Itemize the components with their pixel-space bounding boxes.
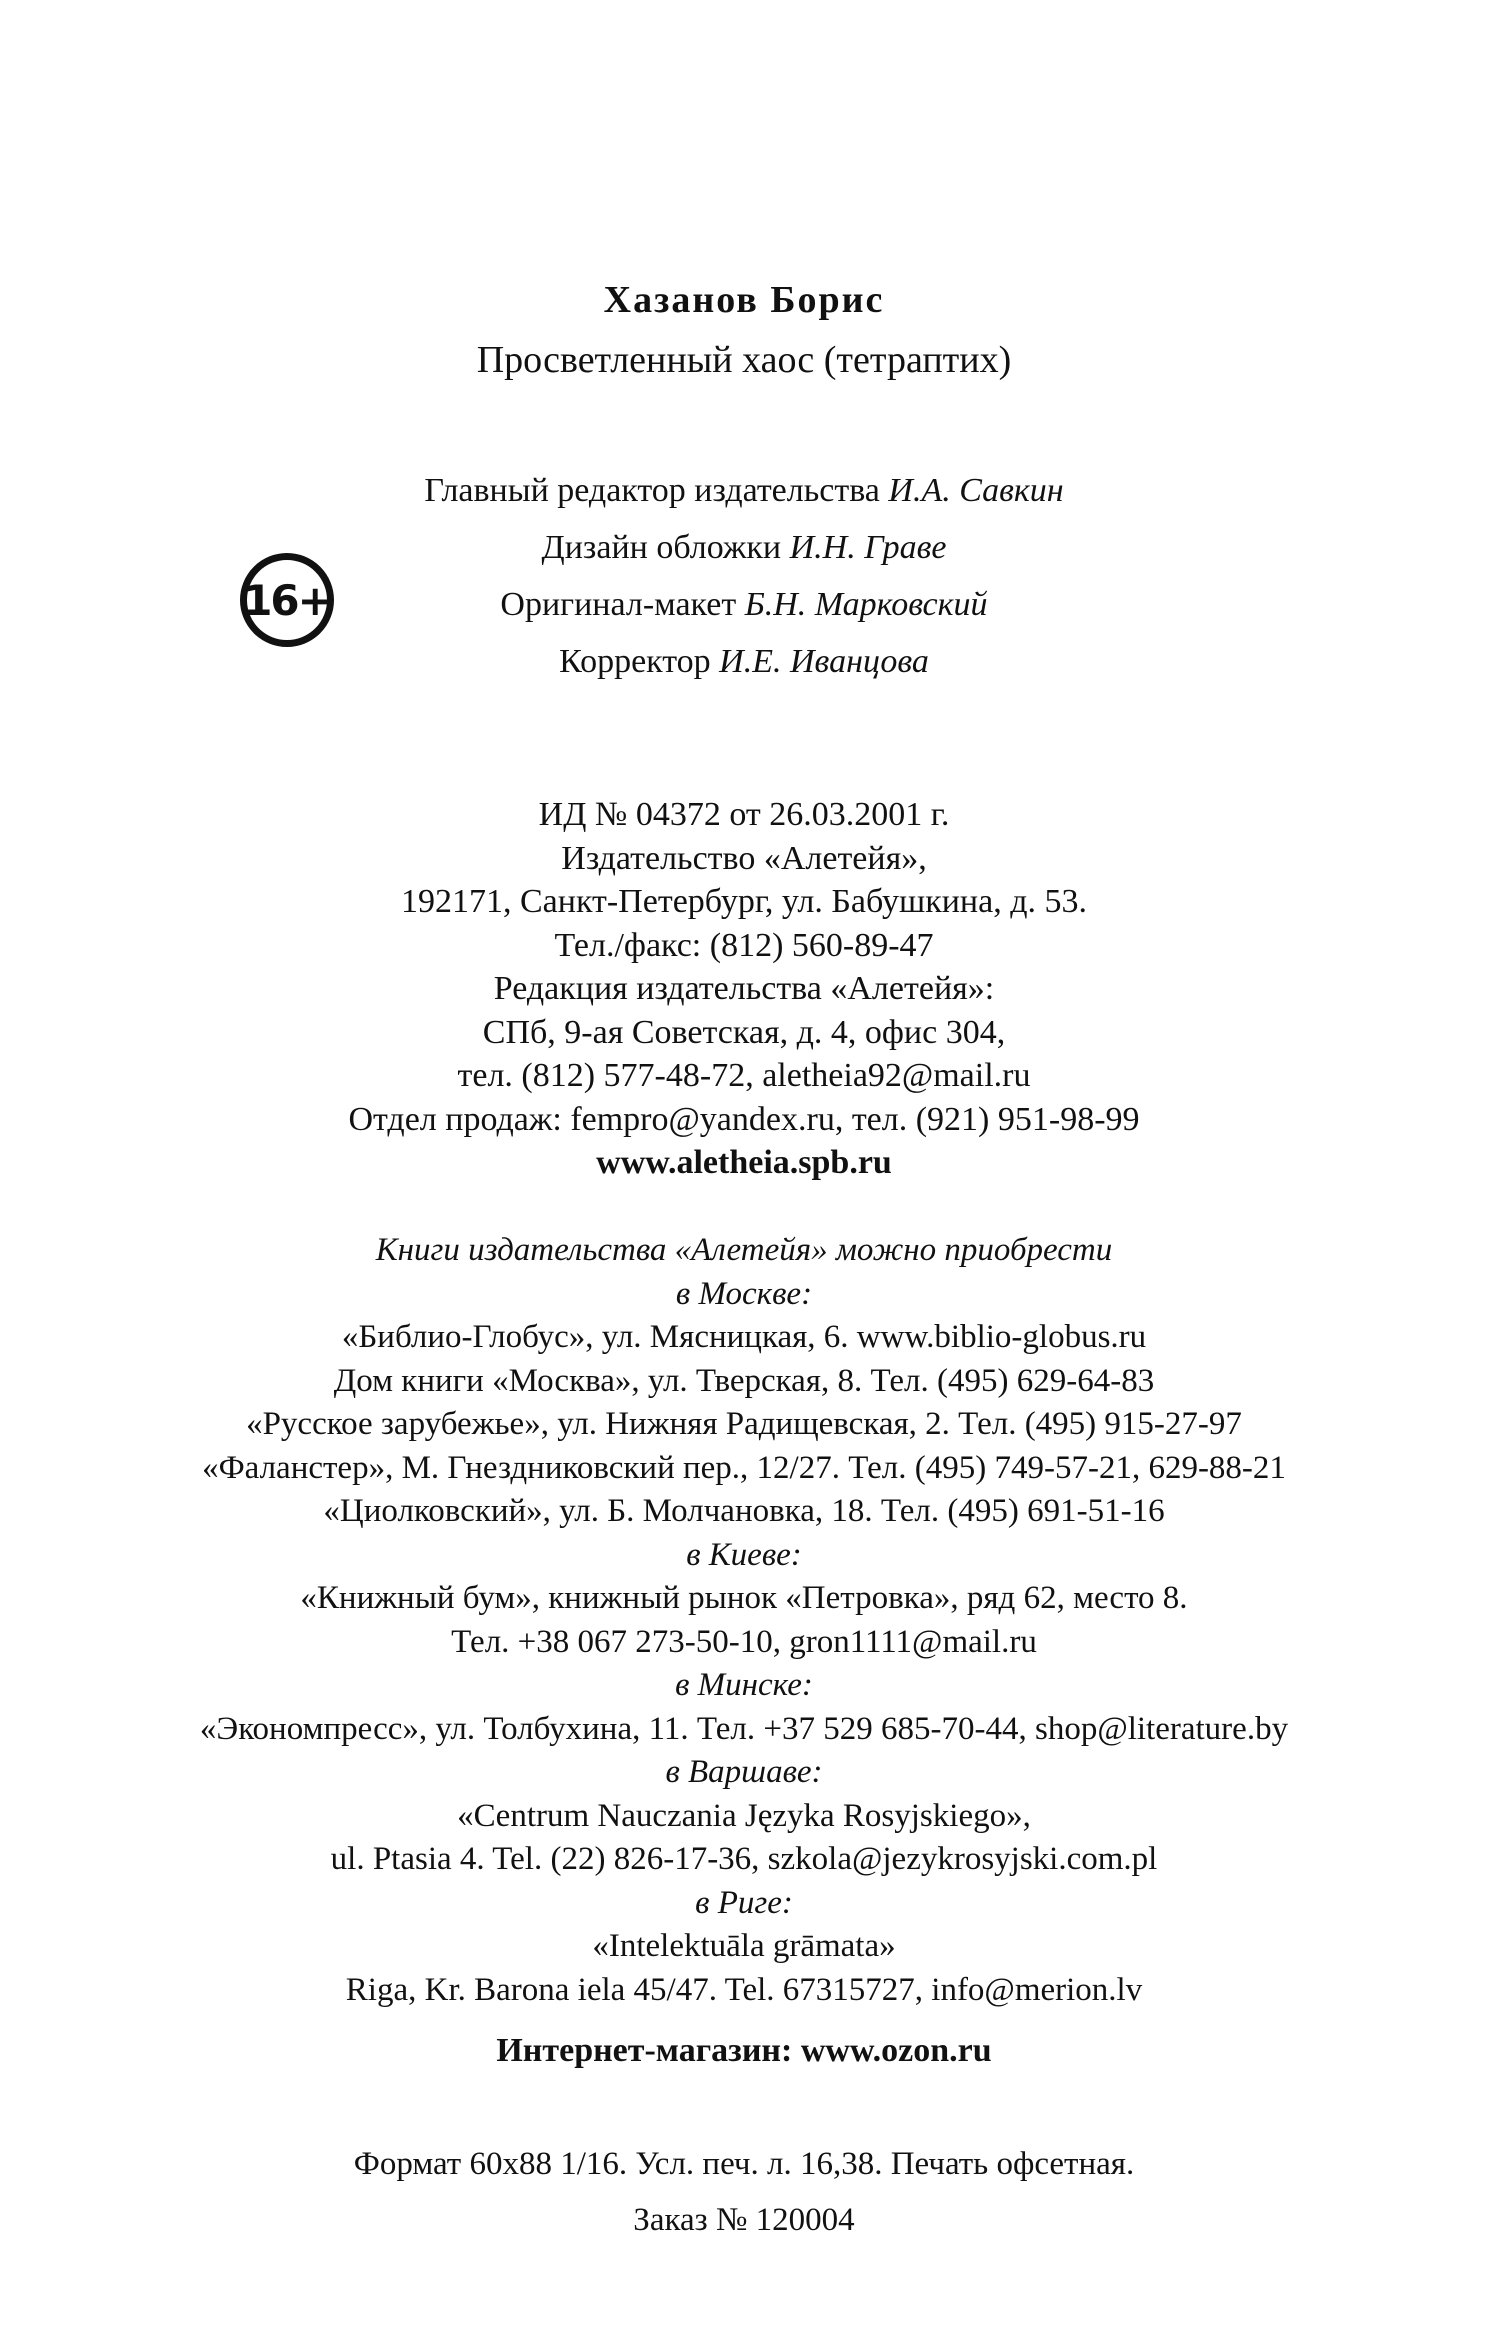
credit-line: [0, 519, 1488, 576]
publisher-line: Издательство «Алетейя»,: [561, 839, 927, 877]
publisher-line: Тел./факс: (812) 560-89-47: [554, 926, 934, 964]
publisher-line: ИД № 04372 от 26.03.2001 г.: [538, 796, 950, 833]
print-footer: [0, 2136, 1488, 2248]
stores-intro: Книги издательства «Алетейя» можно приобрести: [375, 1232, 1113, 1268]
order-number: Заказ № 120004: [633, 2202, 855, 2238]
internet-shop: Интернет-магазин: www.ozon.ru: [496, 2032, 992, 2069]
credit-name: И.А. Савкин: [888, 472, 1064, 509]
city-label-warsaw: в Варшаве:: [665, 1754, 823, 1790]
publisher-info: [0, 793, 1488, 1185]
store-entry: Riga, Kr. Barona iela 45/47. Tel. 67315727, info@merion.lv: [345, 1971, 1143, 2008]
store-entry: «Циолковский», ул. Б. Молчановка, 18. Тел. (495) 691-51-16: [323, 1493, 1165, 1529]
store-entry: «Intelektuāla grāmata»: [592, 1928, 896, 1964]
store-entry: «Русское зарубежье», ул. Нижняя Радищевская, 2. Тел. (495) 915-27-97: [246, 1406, 1242, 1442]
store-list: [0, 1229, 1488, 2012]
publisher-line: Редакция издательства «Алетейя»:: [493, 970, 995, 1007]
credit-line: [0, 576, 1488, 633]
credit-line: [0, 633, 1488, 690]
store-entry: «Библио-Глобус», ул. Мясницкая, 6. www.biblio-globus.ru: [341, 1319, 1147, 1355]
city-label-riga: в Риге:: [695, 1884, 793, 1921]
store-entry: «Книжный бум», книжный рынок «Петровка», ряд 62, место 8.: [300, 1580, 1188, 1616]
age-rating-badge: 16+: [240, 553, 334, 647]
credits: [0, 462, 1488, 690]
credit-line: [0, 462, 1488, 519]
publisher-line: 192171, Санкт-Петербург, ул. Бабушкина, д. 53.: [401, 883, 1087, 920]
publisher-line: Отдел продаж: fempro@yandex.ru, тел. (921) 951-98-99: [348, 1100, 1140, 1138]
credit-role: Корректор: [559, 643, 711, 680]
city-label-minsk: в Минске:: [675, 1667, 813, 1703]
store-entry: ul. Ptasia 4. Tel. (22) 826-17-36, szkola@jezykrosyjski.com.pl: [330, 1841, 1158, 1877]
credit-name: И.Е. Иванцова: [719, 643, 929, 680]
store-entry: «Centrum Nauczania Języka Rosyjskiego»,: [457, 1797, 1031, 1834]
credit-name: Б.Н. Марковский: [744, 586, 988, 623]
store-entry: Дом книги «Москва», ул. Тверская, 8. Тел. (495) 629-64-83: [333, 1362, 1155, 1399]
credit-role: Оригинал-макет: [500, 586, 737, 623]
store-entry: «Экономпресс», ул. Толбухина, 11. Тел. +37 529 685-70-44, shop@literature.by: [199, 1710, 1289, 1747]
publisher-line: СПб, 9-ая Советская, д. 4, офис 304,: [482, 1013, 1006, 1051]
credit-role: Дизайн обложки: [541, 529, 782, 566]
book-header: [0, 270, 1488, 390]
credit-name: И.Н. Граве: [789, 529, 947, 566]
store-entry: Тел. +38 067 273-50-10, gron1111@mail.ru: [451, 1623, 1037, 1660]
publisher-website: www.aletheia.spb.ru: [596, 1144, 892, 1181]
store-entry: «Фаланстер», М. Гнездниковский пер., 12/27. Тел. (495) 749-57-21, 629-88-21: [202, 1449, 1286, 1486]
publisher-line: тел. (812) 577-48-72, aletheia92@mail.ru: [457, 1057, 1031, 1094]
credit-role: Главный редактор издательства: [424, 472, 880, 509]
city-label-kiev: в Киеве:: [686, 1536, 802, 1573]
book-title: Просветленный хаос (тетраптих): [476, 339, 1012, 381]
author-name: Хазанов Борис: [603, 279, 885, 321]
city-label-moscow: в Москве:: [675, 1275, 813, 1312]
print-format: Формат 60x88 1/16. Усл. печ. л. 16,38. Печать офсетная.: [353, 2146, 1135, 2182]
